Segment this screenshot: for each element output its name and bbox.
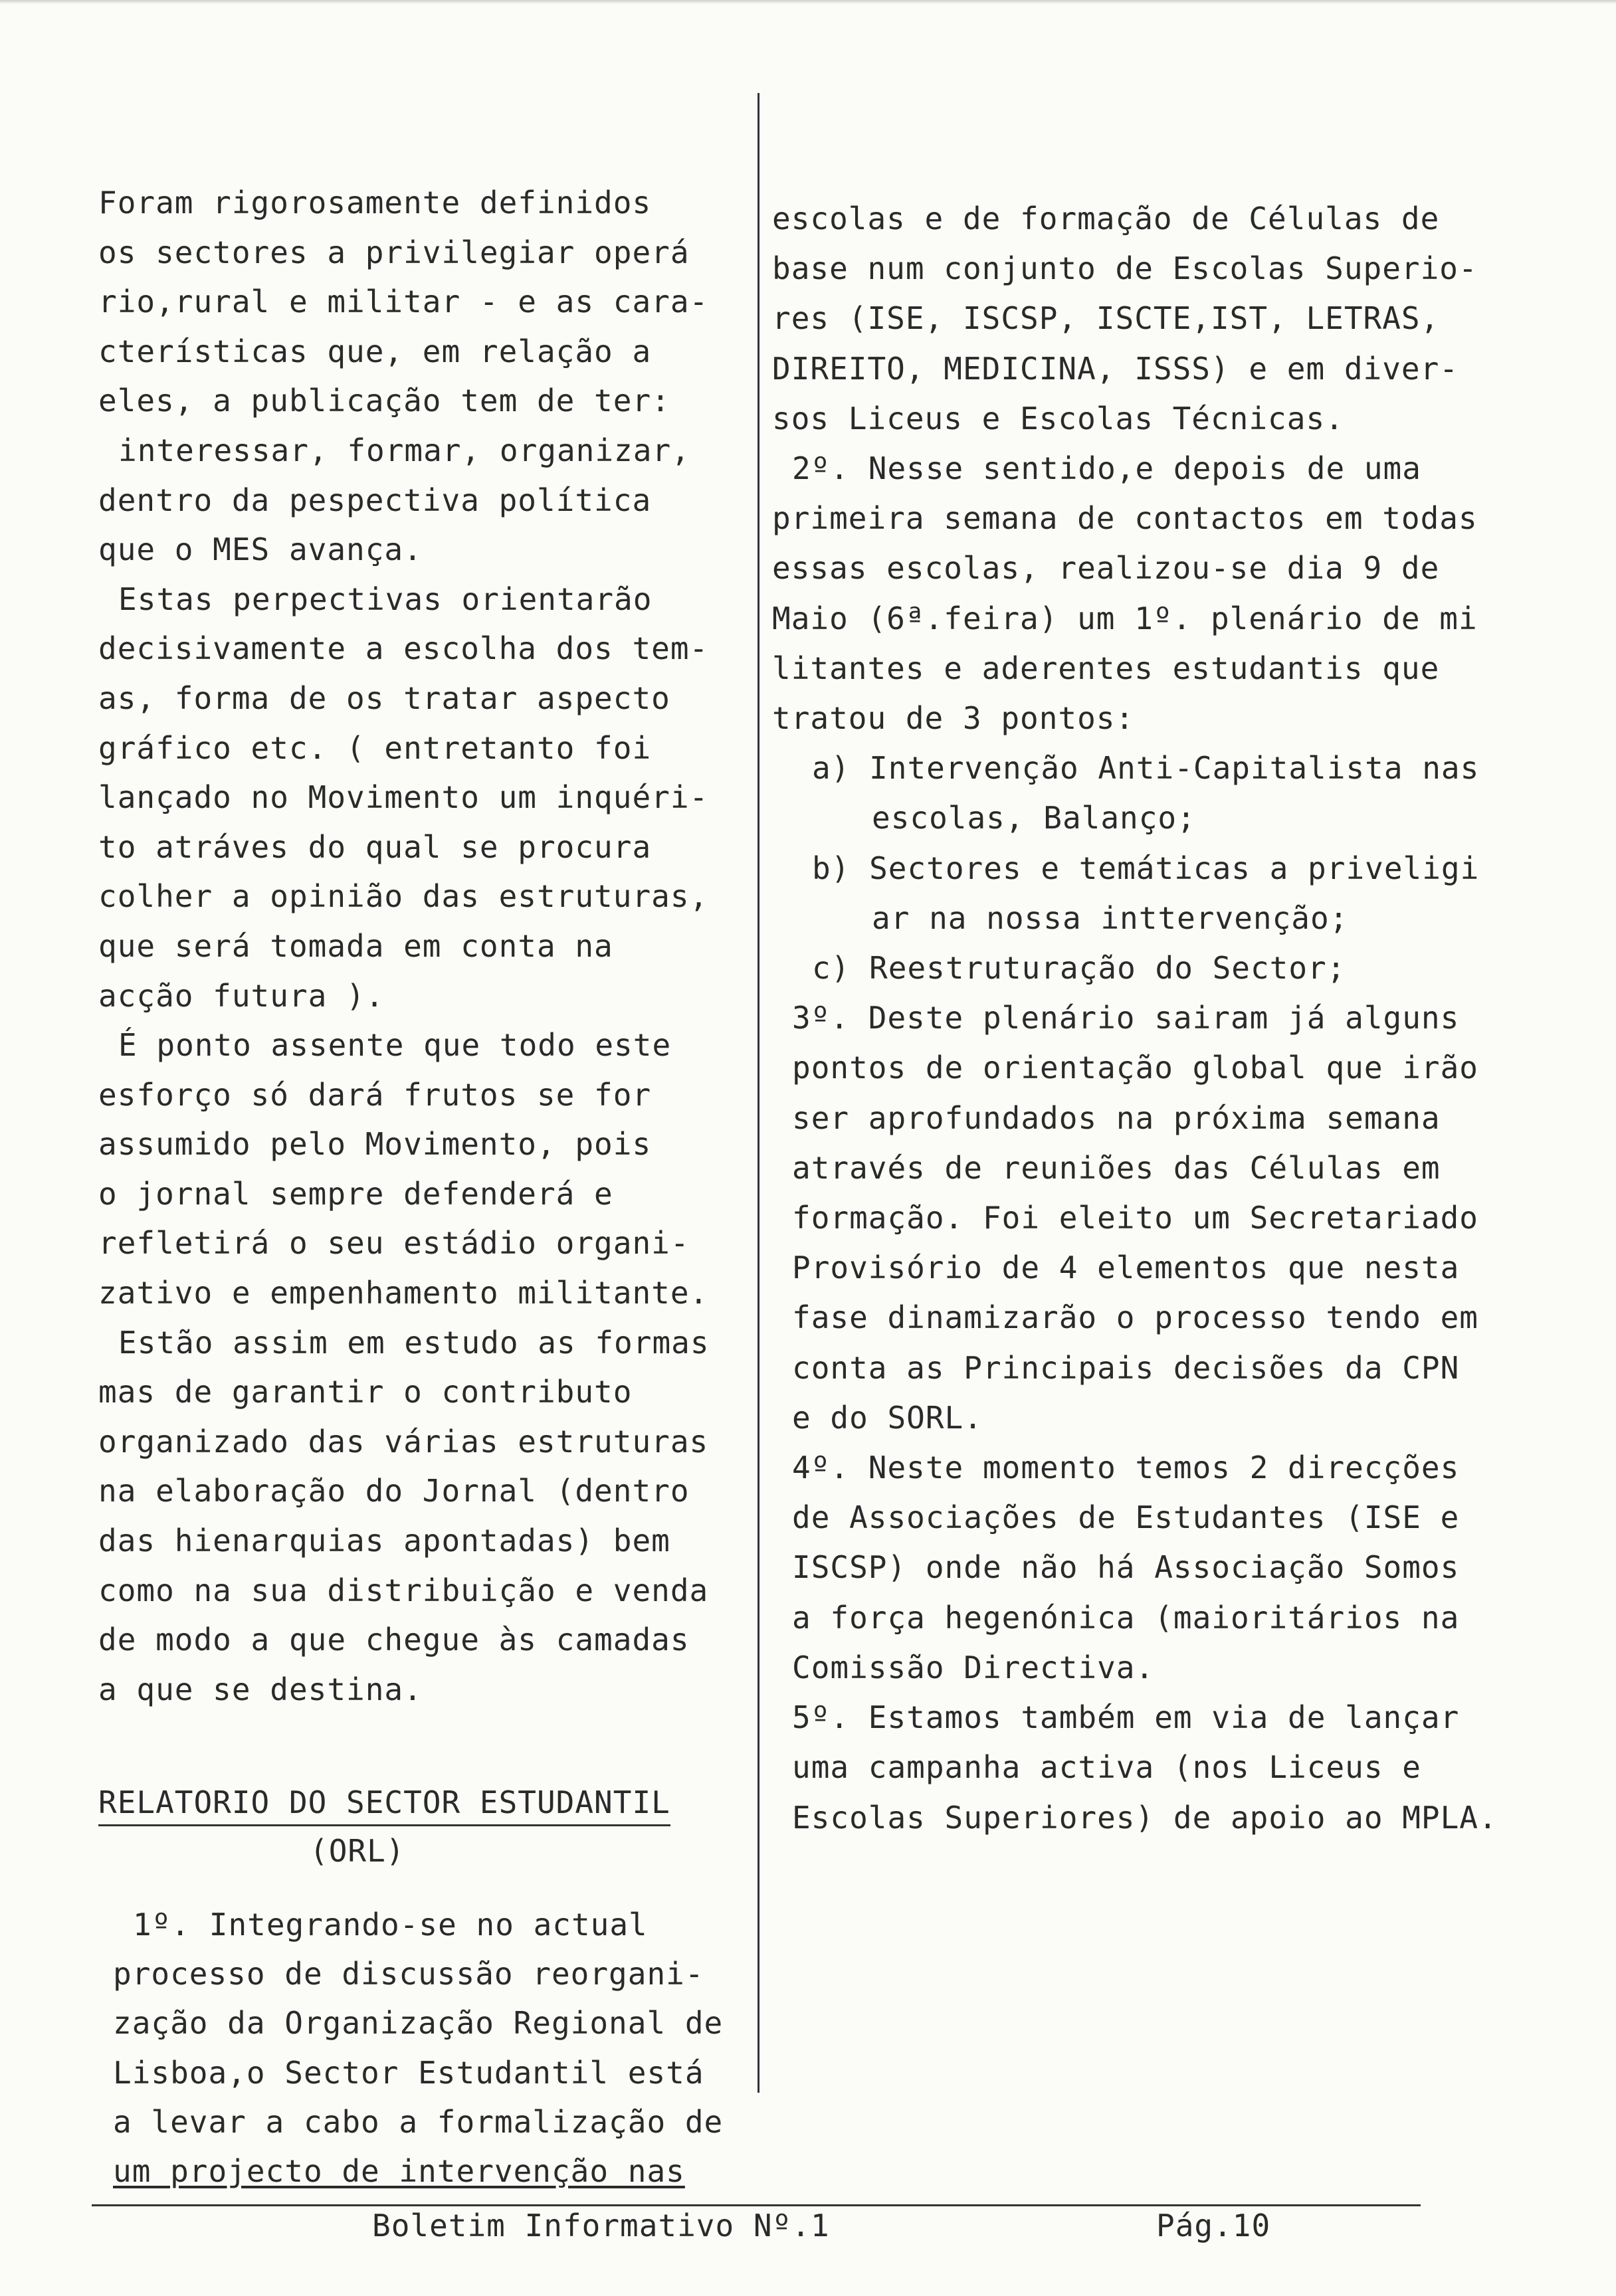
text-line: pontos de orientação global que irão (792, 1050, 1478, 1086)
text-line: que o MES avança. (98, 531, 423, 568)
text-line: 4º. Neste momento temos 2 direcções (792, 1450, 1460, 1486)
page-number: Pág.10 (1156, 2208, 1271, 2244)
text-line: das hienarquias apontadas) bem (98, 1523, 670, 1559)
text-line: decisivamente a escolha dos tem- (98, 630, 709, 667)
text-line: refletirá o seu estádio organi- (98, 1225, 690, 1262)
text-line: tratou de 3 pontos: (772, 700, 1135, 737)
text-line: a levar a cabo a formalização de (113, 2103, 724, 2140)
text-line: Escolas Superiores) de apoio ao MPLA. (792, 1799, 1498, 1836)
left-bottom-paragraph (113, 1900, 764, 2196)
text-line: Maio (6ª.feira) um 1º. plenário de mi (772, 600, 1478, 636)
text-line: interessar, formar, organizar, (118, 432, 690, 468)
text-line: primeira semana de contactos em todas (772, 500, 1478, 537)
text-line: rio,rural e militar - e as cara- (98, 284, 709, 320)
text-line: gráfico etc. ( entretanto foi (98, 729, 652, 766)
text-line: ar na nossa inttervenção; (872, 900, 1349, 936)
text-line: ser aprofundados na próxima semana (792, 1100, 1441, 1136)
left-column (98, 178, 756, 1714)
text-line: zação da Organização Regional de (113, 2005, 724, 2042)
text-line: como na sua distribuição e venda (98, 1572, 709, 1608)
text-line: 2º. Nesse sentido,e depois de uma (792, 450, 1421, 487)
text-line: de modo a que chegue às camadas (98, 1622, 690, 1658)
text-line: 5º. Estamos também em via de lançar (792, 1699, 1460, 1736)
text-line: de Associações de Estudantes (ISE e (792, 1499, 1460, 1536)
column-divider (758, 93, 759, 2093)
text-line: as, forma de os tratar aspecto (98, 680, 670, 716)
section-subtitle: (ORL) (310, 1833, 405, 1869)
text-line: Lisboa,o Sector Estudantil está (113, 2054, 704, 2091)
text-line: 1º. Integrando-se no actual (133, 1907, 648, 1943)
text-line: É ponto assente que todo este (118, 1027, 672, 1064)
text-line: DIREITO, MEDICINA, ISSS) e em diver- (772, 350, 1459, 387)
text-line: e do SORL. (792, 1399, 983, 1436)
text-line: sos Liceus e Escolas Técnicas. (772, 400, 1344, 436)
text-line: base num conjunto de Escolas Superio- (772, 250, 1478, 287)
list-item: c) Reestruturação do Sector; (812, 950, 1346, 987)
text-line: que será tomada em conta na (98, 927, 613, 964)
text-line: um projecto de intervenção nas (113, 2153, 685, 2190)
text-line: através de reuniões das Células em (792, 1149, 1441, 1186)
text-line: Estas perpectivas orientarão (118, 581, 653, 617)
text-line: a que se destina. (98, 1671, 423, 1707)
text-line: colher a opinião das estruturas, (98, 878, 709, 915)
section-heading (98, 1780, 710, 1875)
text-line: fase dinamizarão o processo tendo em (792, 1299, 1478, 1336)
list-item: b) Sectores e temáticas a priveligi (812, 850, 1480, 886)
text-line: processo de discussão reorgani- (113, 1956, 704, 1992)
text-line: Provisório de 4 elementos que nesta (792, 1250, 1460, 1286)
page-top-edge (0, 0, 1616, 4)
text-line: essas escolas, realizou-se dia 9 de (772, 550, 1440, 587)
text-line: organizado das várias estruturas (98, 1423, 709, 1460)
text-line: litantes e aderentes estudantis que (772, 650, 1440, 686)
text-line: acção futura ). (98, 977, 385, 1014)
text-line: escolas e de formação de Células de (772, 201, 1440, 237)
text-line: ISCSP) onde não há Associação Somos (792, 1549, 1460, 1586)
text-line: escolas, Balanço; (872, 800, 1196, 836)
text-line: os sectores a privilegiar operá (98, 234, 690, 270)
text-line: Estão assim em estudo as formas (118, 1324, 710, 1361)
text-line: Comissão Directiva. (792, 1649, 1155, 1685)
text-line: res (ISE, ISCSP, ISCTE,IST, LETRAS, (772, 300, 1440, 337)
text-line: lançado no Movimento um inquéri- (98, 779, 709, 816)
text-line: conta as Principais decisões da CPN (792, 1349, 1460, 1386)
right-column (772, 194, 1543, 1843)
text-line: 3º. Deste plenário sairam já alguns (792, 1000, 1460, 1036)
text-line: assumido pelo Movimento, pois (98, 1126, 652, 1163)
text-line: a força hegenónica (maioritários na (792, 1599, 1460, 1636)
text-line: zativo e empenhamento militante. (98, 1275, 709, 1311)
text-line: uma campanha activa (nos Liceus e (792, 1749, 1421, 1786)
text-line: dentro da pespectiva política (98, 482, 652, 518)
footer-bulletin: Boletim Informativo Nº.1 (372, 2208, 830, 2244)
text-line: cterísticas que, em relação a (98, 333, 652, 369)
text-line: mas de garantir o contributo (98, 1374, 633, 1410)
list-item: a) Intervenção Anti-Capitalista nas (812, 750, 1480, 787)
text-line: eles, a publicação tem de ter: (98, 383, 670, 419)
text-line: na elaboração do Jornal (dentro (98, 1473, 690, 1509)
text-line: formação. Foi eleito um Secretariado (792, 1200, 1478, 1236)
text-line: esforço só dará frutos se for (98, 1076, 652, 1113)
text-line: to atráves do qual se procura (98, 828, 652, 865)
section-title: RELATORIO DO SECTOR ESTUDANTIL (98, 1780, 670, 1826)
text-line: Foram rigorosamente definidos (98, 185, 652, 221)
text-line: o jornal sempre defenderá e (98, 1175, 613, 1212)
